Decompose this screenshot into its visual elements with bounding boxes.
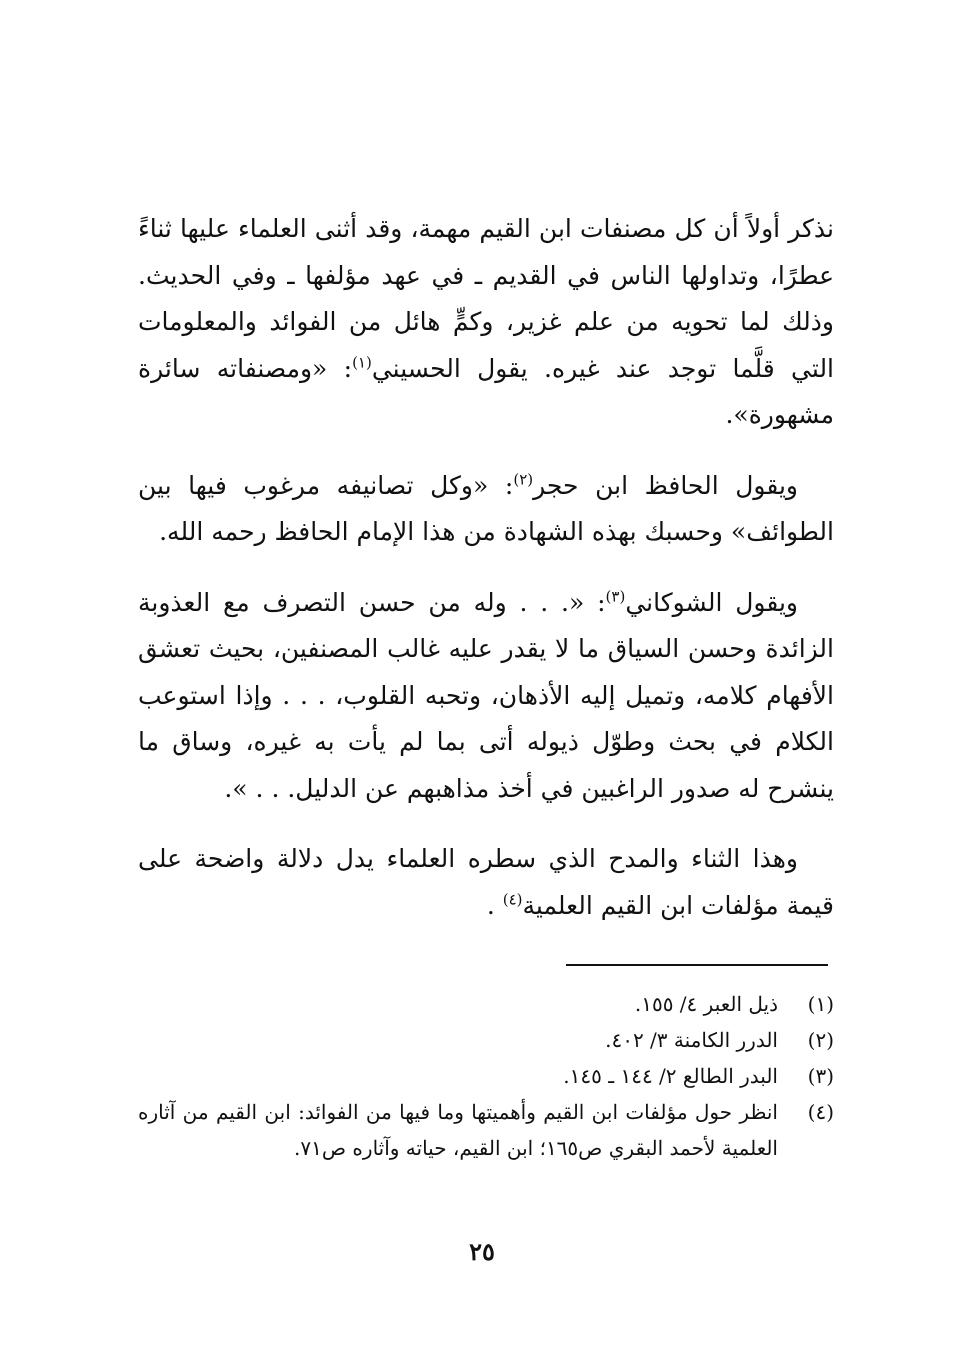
footnote-number: (٢)	[807, 1028, 834, 1052]
footnote-separator	[566, 964, 828, 966]
footnote-ref-2[interactable]: (٢)	[513, 470, 534, 489]
paragraph-2-text: ويقول الحافظ ابن حجر	[533, 470, 798, 500]
footnote-ref-4[interactable]: (٤)	[502, 890, 523, 909]
main-text	[138, 206, 834, 929]
paragraph-4	[138, 836, 834, 929]
paragraph-3-text: ويقول الشوكاني	[625, 587, 798, 617]
footnote-1	[138, 986, 834, 1022]
paragraph-4-text: وهذا الثناء والمدح الذي سطره العلماء يدل دلالة واضحة على قيمة مؤلفات ابن القيم العلمية	[138, 844, 834, 920]
footnote-2	[138, 1022, 834, 1058]
page-number: ٢٥	[469, 1237, 495, 1266]
footnote-text: ذيل العبر ٤/ ١٥٥.	[634, 992, 778, 1016]
footnote-text: الدرر الكامنة ٣/ ٤٠٢.	[605, 1028, 778, 1052]
footnote-number: (٣)	[807, 1064, 834, 1088]
footnotes	[138, 986, 834, 1166]
footnote-text: انظر حول مؤلفات ابن القيم وأهميتها وما فيها من الفوائد: ابن القيم من آثاره العلمية لأحمد البقري ص١٦٥؛ ابن القيم، حياته وآثاره ص٧١.	[138, 1100, 778, 1160]
paragraph-4-end: .	[486, 890, 503, 920]
paragraph-1	[138, 206, 834, 439]
paragraph-1-text: نذكر أولاً أن كل مصنفات ابن القيم مهمة، وقد أثنى العلماء عليها ثناءً عطرًا، وتداولها الناس في القديم ـ في عهد مؤلفها ـ وفي الحديث. وذلك لما تحويه من علم غزير، وكمٍّ هائل من الفوائد والمعلومات التي قلَّما توجد عند غيره. يقول الحسيني	[138, 214, 835, 383]
footnote-number: (٤)	[807, 1100, 834, 1124]
paragraph-3	[138, 580, 834, 813]
footnote-4	[138, 1094, 834, 1166]
paragraph-2-quote: : «وكل تصانيفه مرغوب فيها بين الطوائف» وحسبك بهذه الشهادة من هذا الإمام الحافظ رحمه الله.	[138, 470, 834, 546]
paragraph-2	[138, 463, 834, 556]
paragraph-3-quote: : «. . . وله من حسن التصرف مع العذوبة الزائدة وحسن السياق ما لا يقدر عليه غالب المصنفين، بحيث تعشق الأفهام كلامه، وتميل إليه الأذهان، وتحبه القلوب، . . . وإذا استوعب الكلام في بحث وطوّل ذيوله أتى بما لم يأت به غيره، وساق ما ينشرح له صدور الراغبين في أخذ مذاهبهم عن الدليل. . . ».	[138, 587, 834, 803]
footnote-ref-1[interactable]: (١)	[352, 353, 372, 372]
footnote-3	[138, 1058, 834, 1094]
footnote-ref-3[interactable]: (٣)	[605, 587, 626, 606]
footnote-text: البدر الطالع ٢/ ١٤٤ ـ ١٤٥.	[563, 1064, 778, 1088]
footnote-number: (١)	[807, 992, 834, 1016]
paragraph-1-quote: : «ومصنفاته سائرة مشهورة».	[138, 353, 834, 429]
